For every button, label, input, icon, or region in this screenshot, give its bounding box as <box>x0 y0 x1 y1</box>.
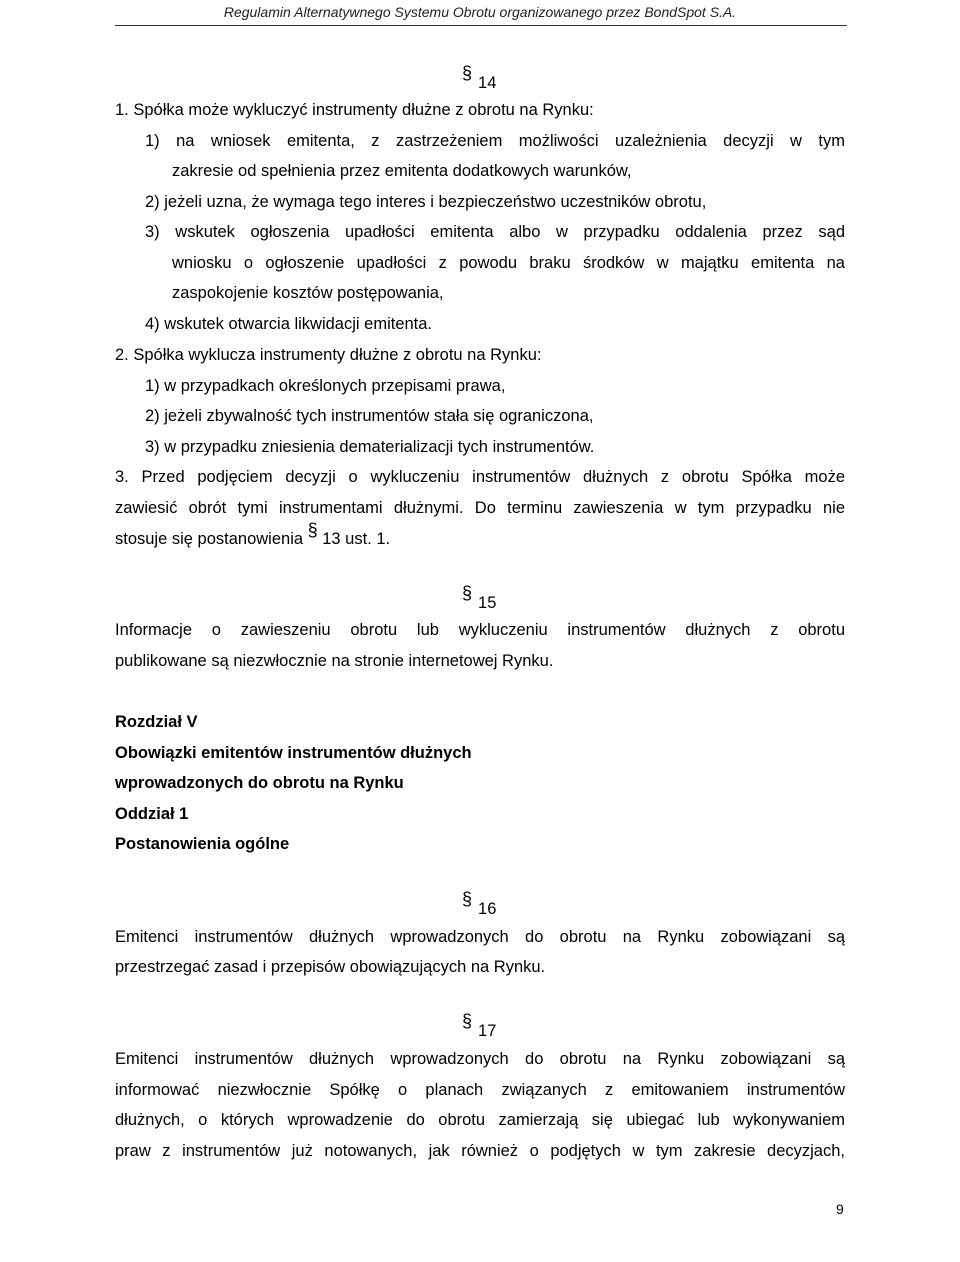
section-16-heading <box>462 889 497 919</box>
section-number: 17 <box>478 1022 497 1040</box>
paragraph-line: zakresie od spełnienia przez emitenta dodatkowych warunków, <box>172 162 632 180</box>
paragraph-line: 1) na wniosek emitenta, z zastrzeżeniem możliwości uzależnienia decyzji w tym <box>145 132 845 150</box>
paragraph-line: wniosku o ogłoszenie upadłości z powodu braku środków w majątku emitenta na <box>172 254 845 272</box>
paragraph-line: 2) jeżeli zbywalność tych instrumentów stała się ograniczona, <box>145 407 594 425</box>
paragraph-text: stosuje się postanowienia <box>115 530 304 548</box>
paragraph-line: informować niezwłocznie Spółkę o planach związanych z emitowaniem instrumentów <box>115 1081 845 1099</box>
section-14-heading <box>462 63 497 93</box>
paragraph-line: przestrzegać zasad i przepisów obowiązujących na Rynku. <box>115 958 546 976</box>
division-label: Oddział 1 <box>115 805 189 823</box>
paragraph-line: 3. Przed podjęciem decyzji o wykluczeniu instrumentów dłużnych z obrotu Spółka może <box>115 468 845 486</box>
section-15-heading <box>462 583 497 613</box>
chapter-label: Rozdział V <box>115 713 198 731</box>
paragraph-line: 3) w przypadku zniesienia dematerializacji tych instrumentów. <box>145 438 595 456</box>
section-number: 16 <box>478 900 497 918</box>
paragraph-line: 4) wskutek otwarcia likwidacji emitenta. <box>145 315 433 333</box>
paragraph-line: 3) wskutek ogłoszenia upadłości emitenta albo w przypadku oddalenia przez sąd <box>145 223 845 241</box>
section-sign: § <box>307 520 318 540</box>
section-sign: § <box>462 889 473 909</box>
section-sign: § <box>462 583 473 603</box>
paragraph-line: Informacje o zawieszeniu obrotu lub wykluczeniu instrumentów dłużnych z obrotu <box>115 621 845 639</box>
page-number: 9 <box>836 1201 844 1217</box>
paragraph-line: Emitenci instrumentów dłużnych wprowadzonych do obrotu na Rynku zobowiązani są <box>115 1050 845 1068</box>
section-sign: § <box>462 1011 473 1031</box>
paragraph-line: 2) jeżeli uzna, że wymaga tego interes i bezpieczeństwo uczestników obrotu, <box>145 193 707 211</box>
paragraph-line: 1) w przypadkach określonych przepisami prawa, <box>145 377 506 395</box>
paragraph-line: zawiesić obrót tymi instrumentami dłużnymi. Do terminu zawieszenia w tym przypadku nie <box>115 499 845 517</box>
section-number: 14 <box>478 74 497 92</box>
section-sign: § <box>462 63 473 83</box>
paragraph-line: zaspokojenie kosztów postępowania, <box>172 284 444 302</box>
header-divider <box>115 25 847 26</box>
division-title: Postanowienia ogólne <box>115 835 290 853</box>
paragraph-line: dłużnych, o których wprowadzenie do obrotu zamierzają się ubiegać lub wykonywaniem <box>115 1111 845 1129</box>
paragraph-line: Emitenci instrumentów dłużnych wprowadzonych do obrotu na Rynku zobowiązani są <box>115 928 845 946</box>
section-17-heading <box>462 1011 497 1041</box>
document-header: Regulamin Alternatywnego Systemu Obrotu organizowanego przez BondSpot S.A. <box>223 4 737 20</box>
paragraph-line: publikowane są niezwłocznie na stronie internetowej Rynku. <box>115 652 554 670</box>
chapter-title: wprowadzonych do obrotu na Rynku <box>115 774 404 792</box>
paragraph-line: 2. Spółka wyklucza instrumenty dłużne z obrotu na Rynku: <box>115 346 542 364</box>
paragraph-line <box>115 520 391 549</box>
section-number: 15 <box>478 594 497 612</box>
paragraph-line: praw z instrumentów już notowanych, jak również o podjętych w tym zakresie decyzjach, <box>115 1142 845 1160</box>
chapter-title: Obowiązki emitentów instrumentów dłużnych <box>115 744 472 762</box>
paragraph-text: 13 ust. 1. <box>322 530 391 548</box>
paragraph-line: 1. Spółka może wykluczyć instrumenty dłużne z obrotu na Rynku: <box>115 101 594 119</box>
